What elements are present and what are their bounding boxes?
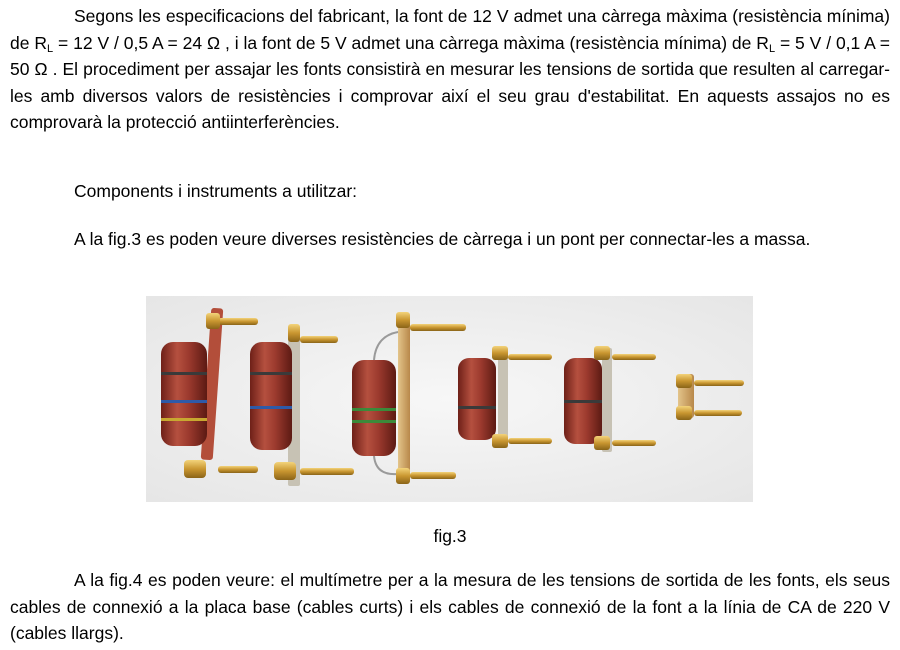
formula-r: R <box>756 32 769 53</box>
document-page <box>10 0 890 650</box>
figure-resistors-photo <box>146 296 753 502</box>
formula-rest: = 5 V / 0,1 A = 50 Ω <box>10 32 890 79</box>
figure-caption: fig.3 <box>433 526 467 546</box>
resistors-photo-illustration <box>146 296 753 502</box>
paragraph-fig3-intro: A la fig.3 es poden veure diverses resistències de càrrega i un pont per connectar-les a massa. <box>74 229 811 249</box>
formula-rest: = 12 V / 0,5 A = 24 Ω <box>53 32 221 53</box>
formula-subscript: L <box>768 42 776 55</box>
p1-intro: Segons les especificacions del fabricant, la font de 12 V admet una càrrega màxima (resistència mínima) de <box>10 6 890 53</box>
formula-rl-12v <box>34 33 220 53</box>
paragraph-load-specs <box>10 3 890 136</box>
paragraph-components: Components i instruments a utilitzar: <box>74 181 358 201</box>
p1-middle: , i la font de 5 V admet una càrrega màxima (resistència mínima) de <box>224 32 752 53</box>
formula-subscript: L <box>47 42 54 55</box>
p1-ending: . El procediment per assajar les fonts consistirà en mesurar les tensions de sortida que resulten al carregar-les amb diversos valors de resistències i comprovar així el seu grau d'estabilitat. En aquests assajos no es comprovarà la protecció antiinterferències. <box>10 59 890 132</box>
paragraph-fig4-intro: A la fig.4 es poden veure: el multímetre per a la mesura de les tensions de sortida de les fonts, els seus cables de connexió a la placa base (cables curts) i els cables de connexió de la font a la línia de CA de 220 V (cables llargs). <box>10 570 890 643</box>
formula-r: R <box>34 32 47 53</box>
